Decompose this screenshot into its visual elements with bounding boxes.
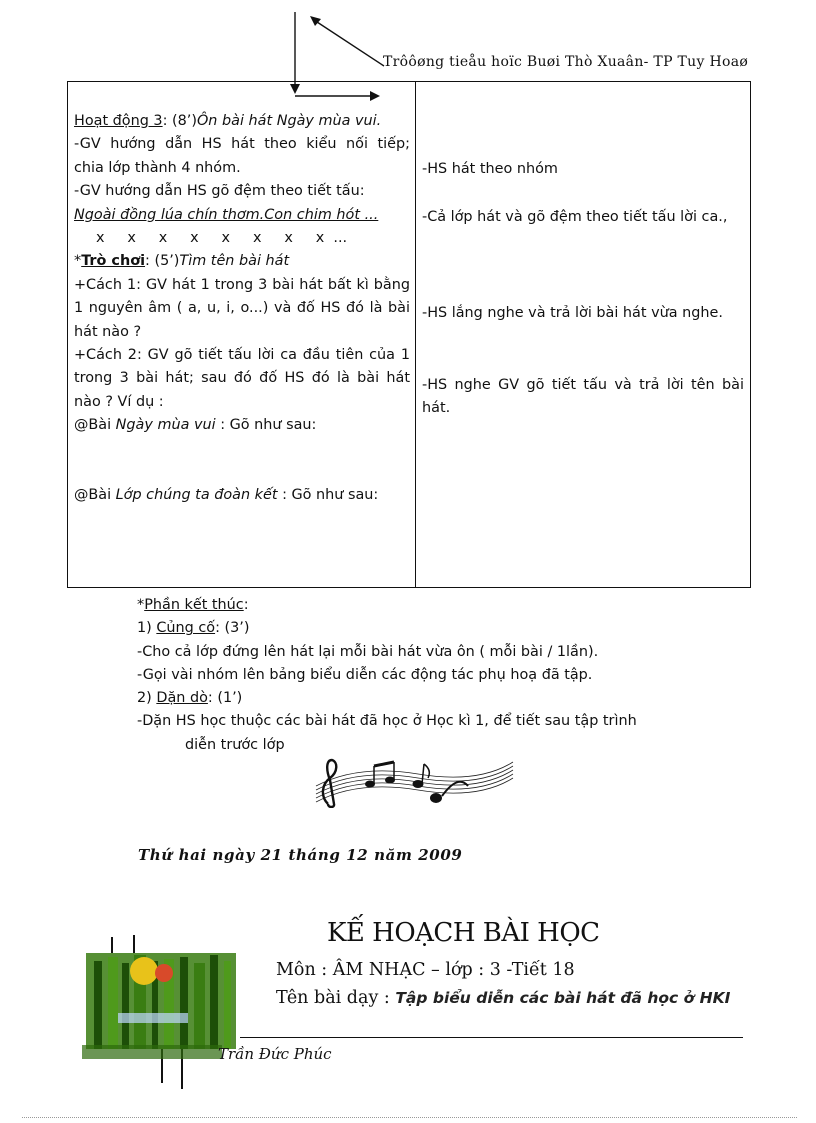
school-header: Trôôøng tieåu hoïc Buøi Thò Xuaân- TP Tuy Hoaø — [383, 54, 749, 70]
example-1 — [74, 414, 410, 437]
closing-heading — [137, 594, 637, 617]
teacher-line: chia lớp thành 4 nhóm. — [74, 159, 241, 176]
teacher-line: nào ? Ví dụ : — [74, 393, 164, 410]
activity-title: Ôn bài hát Ngày mùa vui. — [196, 113, 382, 129]
teacher-line: -GV hướng dẫn HS hát theo kiểu nối tiếp; — [74, 136, 410, 153]
teacher-line: trong 3 bài hát; sau đó đố HS đó là bài hát — [74, 370, 410, 387]
table-divider — [415, 82, 416, 587]
game-label: Trò chơi — [81, 253, 146, 270]
music-notes-icon — [308, 756, 520, 808]
closing-suffix: : — [243, 597, 249, 613]
student-line — [422, 374, 744, 421]
teacher-line: 1 nguyên âm ( a, u, i, o...) và đố HS đó là bài — [74, 300, 410, 317]
title-rule — [240, 1037, 743, 1038]
teacher-line: -GV hướng dẫn HS gõ đệm theo tiết tấu: — [74, 183, 365, 200]
example-prefix: @Bài — [74, 487, 116, 504]
closing-line: -Dặn HS học thuộc các bài hát đã học ở Học kì 1, để tiết sau tập trình — [137, 713, 637, 730]
lesson-line — [276, 988, 730, 1008]
activity-heading — [74, 110, 410, 133]
rhythm-marks: x x x x x x x x ... — [96, 230, 348, 247]
homework-heading — [137, 687, 637, 710]
example-song: Ngày mùa vui — [115, 417, 216, 434]
lesson-label: Tên bài dạy : — [276, 988, 396, 1008]
blank-space — [74, 438, 410, 485]
consolidation-label: Củng cố — [156, 620, 216, 637]
teacher-line: hát nào ? — [74, 323, 142, 340]
activity-time: : (8’) — [162, 113, 197, 129]
student-line-a: -HS nghe GV gõ tiết tấu và trả lời tên bài — [422, 377, 744, 393]
game-heading — [74, 250, 410, 273]
student-line-b: hát. — [422, 400, 451, 417]
example-suffix: : Gõ như sau: — [215, 417, 317, 434]
example-song: Lớp chúng ta đoàn kết — [115, 487, 278, 504]
consolidation-time: : (3’) — [215, 620, 250, 637]
lesson-value: Tập biểu diễn các bài hát đã học ở HKI — [395, 989, 731, 1007]
closing-prefix: * — [137, 597, 145, 613]
teacher-line: +Cách 1: GV hát 1 trong 3 bài hát bất kì bằng — [74, 276, 410, 293]
teacher-activities — [74, 110, 410, 508]
example-suffix: : Gõ như sau: — [277, 487, 379, 504]
lesson-date: Thứ hai ngày 21 tháng 12 năm 2009 — [138, 846, 463, 864]
teacher-line: +Cách 2: GV gõ tiết tấu lời ca đầu tiên của 1 — [74, 347, 410, 364]
game-title: Tìm tên bài hát — [179, 253, 290, 270]
example-prefix: @Bài — [74, 417, 116, 434]
teacher-name: Trần Đức Phúc — [218, 1045, 332, 1063]
consolidation-heading — [137, 617, 637, 640]
consolidation-number: 1) — [137, 620, 157, 637]
game-time: : (5’) — [145, 253, 180, 270]
subject-label: Môn : — [276, 960, 333, 980]
lesson-table — [67, 81, 751, 588]
closing-line: diễn trước lớp — [185, 736, 285, 753]
closing-section — [137, 594, 637, 757]
page-bottom-rule — [22, 1117, 797, 1118]
school-crest-logo — [82, 933, 244, 1091]
student-line: -HS lắng nghe và trả lời bài hát vừa nghe. — [422, 305, 723, 321]
game-prefix: * — [74, 253, 82, 270]
closing-title: Phần kết thúc — [144, 597, 244, 613]
student-line: -HS hát theo nhóm — [422, 161, 558, 177]
song-lyrics: Ngoài đồng lúa chín thơm.Con chim hót ... — [74, 206, 379, 223]
student-line: -Cả lớp hát và gõ đệm theo tiết tấu lời ca., — [422, 209, 728, 225]
plan-title: KẾ HOẠCH BÀI HỌC — [327, 918, 600, 948]
closing-line: -Gọi vài nhóm lên bảng biểu diễn các động tác phụ hoạ đã tập. — [137, 666, 593, 683]
subject-line — [276, 960, 575, 980]
example-2 — [74, 484, 410, 507]
homework-time: : (1’) — [207, 690, 243, 707]
homework-number: 2) — [137, 690, 157, 707]
activity-label: Hoạt động 3 — [74, 113, 163, 129]
subject-value: ÂM NHẠC – lớp : 3 -Tiết 18 — [332, 960, 575, 980]
closing-line: -Cho cả lớp đứng lên hát lại mỗi bài hát vừa ôn ( mỗi bài / 1lần). — [137, 643, 599, 660]
homework-label: Dặn dò — [156, 690, 208, 707]
